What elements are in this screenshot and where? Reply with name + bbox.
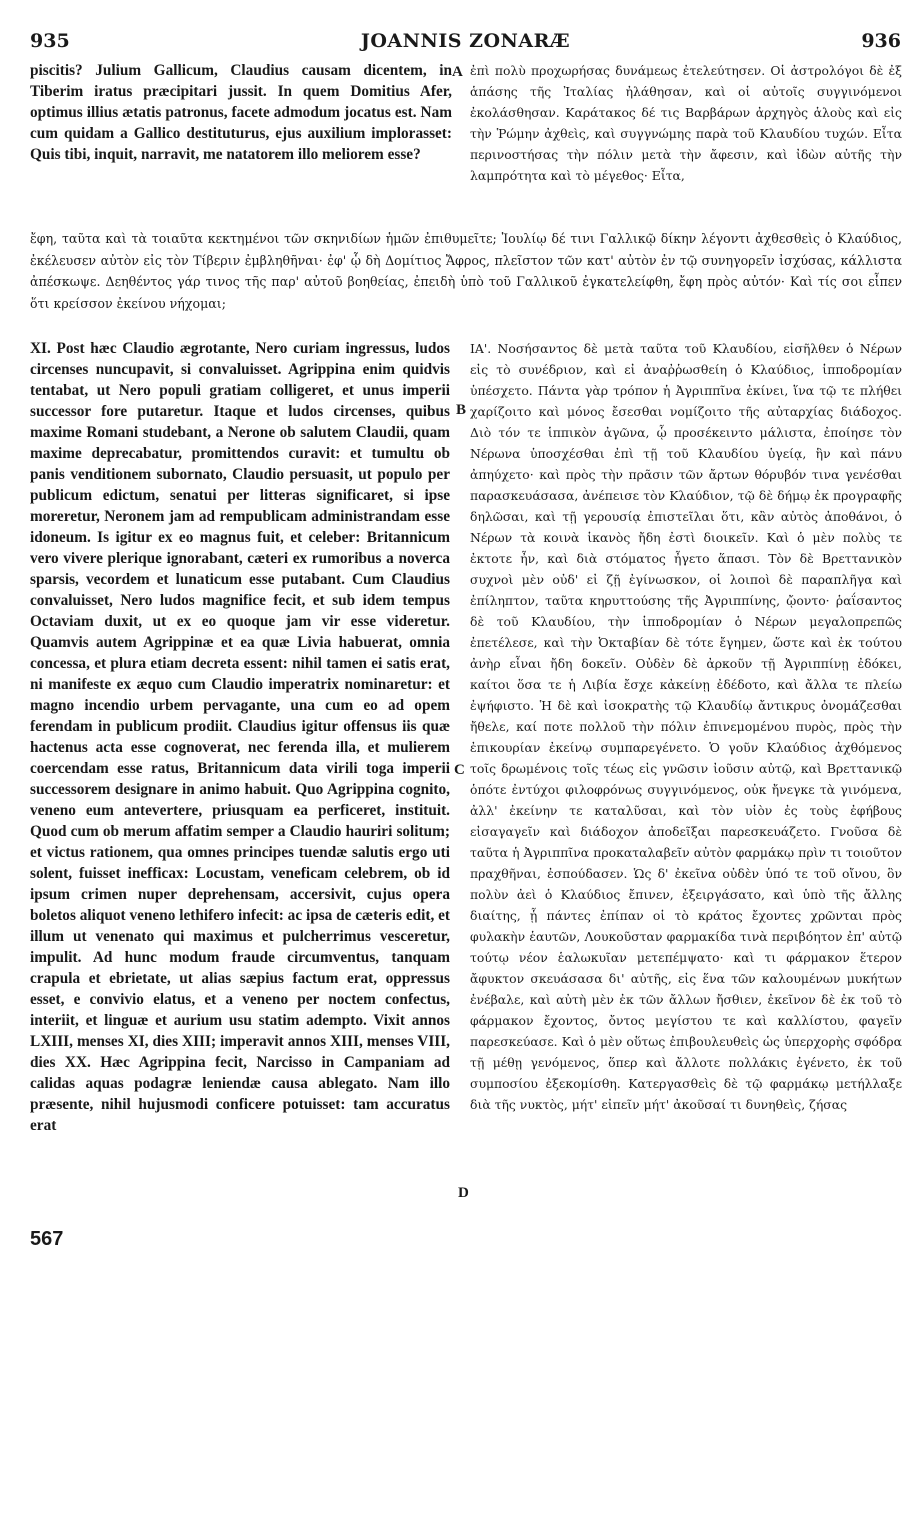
page-number-right: 936 xyxy=(861,30,901,52)
greek-column-main: ΙΑ'. Νοσήσαντος δὲ μετὰ ταῦτα τοῦ Κλαυδίου, εἰσῆλθεν ὁ Νέρων εἰς τὸ συνέδριον, καὶ εἰ ἀναῤῥωσθείη ὁ Κλαύδιος, ἱπποδρομίαν ὑπέσχετο. Πάντα γὰρ τρόπον ἡ Ἀγριππῖνα ἐκίνει, ἵνα τῷ τε πλήθει χαρίζοιτο καὶ μόνος ἔσεσθαι νομίζοιτο τῆς αὐταρχίας διάδοχος. Διὸ τόν τε ἱππικὸν ἀγῶνα, ᾧ προσέκειντο μάλιστα, ἐποίησε τὸν Νέρωνα ὑποσχέσθαι ἐπὶ τῇ τοῦ Κλαυδίου ὑγείᾳ, ἣν καὶ πάνυ ἀπηύχετο· καὶ πρὸς τὴν πρᾶσιν τῶν ἄρτων θόρυβόν τινα γενέσθαι παρασκευάσασα, ἀνέπεισε τὸν Κλαύδιον, τῷ δὲ δήμῳ ἐκ προγραφῆς δηλῶσαι, καὶ τῇ γερουσίᾳ ἐπιστεῖλαι ὅτι, κἂν αὐτὸς ἀποθάνοι, ὁ Νέρων τὰ κοινὰ ἱκανὸς ἤδη ἐστὶ διοικεῖν. Καὶ ὁ μὲν πολὺς τε ἐκτοτε ἦν, καὶ διὰ στόματος ἦγετο ἅπασι. Τὸν δὲ Βρεττανικὸν συχνοὶ μὲν οὐδ' εἰ ζῇ ἐγίνωσκον, οἱ λοιποὶ δὲ παραπλῆγα καὶ ἐπίληπτον, ταῦτα κηρυττούσης τῆς Ἀγριππίνης, ᾤοντο· ῥαΐσαντος δὲ τοῦ Κλαυδίου, τὴν ἱπποδρομίαν ὁ Νέρων μεγαλοπρεπῶς ἐπετέλεσε, καὶ τὴν Ὀκταβίαν δὲ τότε ἔγημεν, ὥστε καὶ ἐκ τούτου ἀνὴρ εἶναι ἤδη δοκεῖν. Οὐδὲν δὲ ἀρκοῦν τῇ Ἀγριππίνῃ ἐδόκει, καίτοι ὅσα τε ἡ Λιβία ἔσχε κἀκείνῃ ἐδέδοτο, καὶ ἄλλα τε πλείω ἐψήφιστο. Ἡ δὲ καὶ ἰσοκρατὴς τῷ Κλαυδίῳ ἄντικρυς ὀνομάζεσθαι ἤθελε, καί ποτε πολλοῦ τὴν πόλιν ἐπινεμομένου πυρὸς, πρὸς τὴν ἐπικουρίαν ἐκείνῳ συμπαρεγένετο. Ὁ γοῦν Κλαύδιος ἀχθόμενος τοῖς δρωμένοις τοῖς τέως εἰς γνῶσιν ἰοῦσιν αὐτῷ, καὶ Βρεττανικῷ ὁπότε ἐντύχοι φιλοφρόνως συγγινόμενος, οὐκ ἤνεγκε τὰ γινόμενα, ἀλλ' ἐκείνην τε καταλῦσαι, καὶ τὸν υἱὸν ἐς τοὺς ἐφήβους εἰσαγαγεῖν καὶ διάδοχον ἀποδεῖξαι παρεσκευάζετο. Γνοῦσα δὲ ταῦτα ἡ Ἀγριππῖνα προκαταλαβεῖν αὐτὸν φαρμάκῳ πρὶν τι τοιοῦτον πραχθῆναι, ἐσπούδασεν. Ὡς δ' ἐκεῖνα οὐδὲν ὑπό τε τοῦ οἴνου, ὃν πολὺν ἀεὶ ὁ Κλαύδιος ἔπινεν, ἐξειργάσατο, καὶ ὑπὸ τῆς ἄλλης διαίτης, ᾗ πάντες ἐπίπαν οἱ τὸ κράτος ἔχοντες χρῶνται πρὸς φυλακὴν ἑαυτῶν, Λουκοῦσταν φαρμακίδα τινὰ περιβόητον ἐπ' αὐτῷ τούτῳ νέον ἑαλωκυῖαν μετεπέμψατο· καὶ τι φάρμακον ἕτερον ἄφυκτον σκευάσασα δι' αὐτῆς, εἰς ἕνα τῶν καλουμένων μυκήτων ἐνέβαλε, καὶ αὐτὴ μὲν ἐκ τῶν ἄλλων ἤσθιεν, ἐκεῖνον δὲ ἐκ τοῦ τὸ φάρμακον ἔχοντος, ὄντος μεγίστου τε καὶ καλλίστου, φαγεῖν παρεσκεύασε. Καὶ ὁ μὲν οὕτως ἐπιβουλευθεὶς ὡς ὑπερχορὴς σφόδρα τῇ μέθῃ γενόμενος, ὅπερ καὶ ἄλλοτε πολλάκις ἐγένετο, ἐκ τοῦ συμποσίου ἐξεκομίσθη. Κατεργασθεὶς δὲ τῷ φαρμάκῳ μετήλλαξε διὰ τῆς νυκτὸς, μήτ' εἰπεῖν μήτ' ἀκοῦσαί τι δυνηθεὶς, ζήσας xyxy=(470,341,902,1112)
page-header xyxy=(30,30,901,58)
section-marker-c: C xyxy=(454,762,465,778)
page-number-left: 935 xyxy=(30,30,70,52)
latin-column-top: piscitis? Julium Gallicum, Claudius causam dicentem, in Tiberim iratus præcipitari jussit. In quem Domitius Afer, optimus illius ætatis patronus, facete admodum jocatus est. Nam cum quidam a Gallico destituturus, ejus auxilium implorasset: Quis tibi, inquit, narravit, me natatorem illo meliorem esse? xyxy=(30,62,452,163)
greek-column-top: ἐπὶ πολὺ προχωρήσας δυνάμεως ἐτελεύτησεν. Οἱ ἀστρολόγοι δὲ ἐξ ἁπάσης τῆς Ἰταλίας ἠλάθησαν, καὶ οἱ αὐτοῖς συγγινόμενοι ἐκολάσθησαν. Καράτακος δέ τις Βαρβάρων ἀρχηγὸς ἁλοὺς καὶ εἰς τὴν Ῥώμην ἀχθεὶς, καὶ συγγνώμης παρὰ τοῦ Κλαυδίου τυχών. Εἶτα περινοστήσας τὴν πόλιν μετὰ τὴν ἄφεσιν, καὶ ἰδὼν αὐτῆς τὴν λαμπρότητα καὶ τὸ μέγεθος· Εἶτα, xyxy=(470,63,902,183)
section-marker-a: A xyxy=(452,64,463,80)
section-marker-b: B xyxy=(456,402,467,418)
running-title: JOANNIS ZONARÆ xyxy=(360,30,571,52)
section-marker-d: D xyxy=(458,1185,469,1201)
latin-column-main: XI. Post hæc Claudio ægrotante, Nero curiam ingressus, ludos circenses nuncupavit, si convaluisset. Agrippina enim quidvis tentabat, ut Nero populi gratiam colligeret, et unus imperii successor fore putaretur. Itaque et ludos circenses, quibus maxime Romani studebant, a Nerone ob salutem Claudii, quam maxime deprecabatur, promittendos curavit: et tumultu ob panis venditionem subornato, Claudio persuasit, ut populo per publicum edictum, senatui per litteras significaret, si ipse moreretur, Neronem jam ad rempublicam administrandam esse idoneum. Is igitur ex eo magnus fuit, et celeber: Britannicum vero vivere plerique ignorabant, cæteri ex rumoribus a noverca sparsis, vecordem et lunaticum esse putabant. Cum Claudius convaluisset, Nero ludos magnifice fecit, et sub idem tempus Octaviam duxit, ut ex eo quoque jam vir esse videretur. Quamvis autem Agrippinæ et ea quæ Livia habuerat, omnia concessa, et plura etiam decreta essent: nihil tamen ei satis erat, ni manifeste ex æquo cum Claudio imperatrix nominaretur: et magno incendio urbem pervagante, una cum eo ad opem ferendam in publicum prodiit. Claudius igitur offensus iis quæ hactenus acta esse cognoverat, nec ferenda illa, et mulierem coercendam esse ratus, Britannicum data virili toga imperii successorem designare in animo habuit. Quo Agrippina cognito, veneno eum antevertere, priusquam ea perficeret, instituit. Quod cum ob merum affatim semper a Claudio hauriri solitum; et victus rationem, qua omnes principes tuendæ salutis ergo uti solent, fuisset inefficax: Locustam, veneficam celebrem, ob id ipsum crimen nuper deprehensam, accersivit, cujus opera boletos aliquot veneno lethifero infecit: ac ipsa de cæteris edit, et illum ut venenato qui maximus et pulcherrimus vesceretur, impulit. Ad hunc modum fraude circumventus, tanquam crapula et ebrietate, ut alias sæpius factum erat, oppressus esset, e convivio elatus, et a veneno per noctem confectus, interiit, et linguæ et aurium usu statim adempto. Vixit annos LXIII, menses XI, dies XIII; imperavit annos XIII, menses VIII, dies XX. Hæc Agrippina fecit, Narcisso in Campaniam ad calidas aquas podagræ leniendæ causa ablegato. Nam illo præsente, nihil hujusmodi conficere potuisset: tam accuratus erat xyxy=(30,340,450,1134)
greek-full-width-passage: ἔφη, ταῦτα καὶ τὰ τοιαῦτα κεκτημένοι τῶν σκηνιδίων ἡμῶν ἐπιθυμεῖτε; Ἰουλίῳ δέ τινι Γαλλικῷ δίκην λέγοντι ἀχθεσθεὶς ὁ Κλαύδιος, ἐκέλευσεν αὐτὸν εἰς τὸν Τίβεριν ἐμβληθῆναι· ἐφ' ᾧ δὴ Δομίτιος Ἄφρος, πλεῖστον τῶν κατ' αὐτὸν ἐν τῷ συνηγορεῖν ἰσχύσας, κάλλιστα ἀπέσκωψε. Δεηθέντος γάρ τινος τῆς παρ' αὐτοῦ βοηθείας, ἐπειδὴ ὑπὸ τοῦ Γαλλικοῦ ἐγκατελείφθη, ἔφη πρὸς αὐτόν· Καὶ τίς σοι εἶπεν ὅτι κρείσσον ἐκείνου νήχομαι; xyxy=(30,231,902,311)
margin-page-number: 567 xyxy=(30,1228,64,1250)
